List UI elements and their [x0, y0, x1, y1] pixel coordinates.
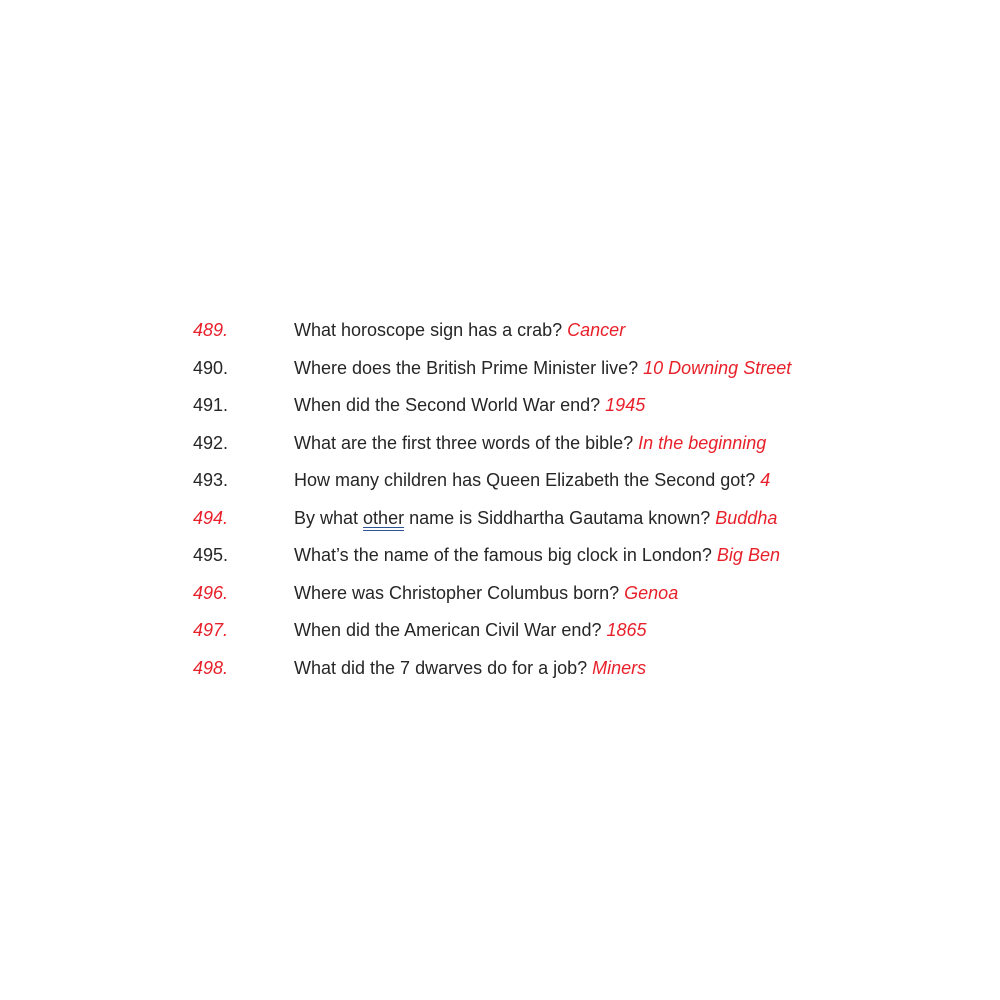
answer-text: Buddha — [715, 507, 778, 528]
question-text: What’s the name of the famous big clock in London? — [294, 545, 712, 566]
question-text: How many children has Queen Elizabeth the Second got? — [294, 470, 756, 491]
question-text: What horoscope sign has a crab? — [294, 320, 563, 341]
answer-text: 1945 — [605, 395, 646, 416]
item-number: 489. — [193, 320, 229, 341]
item-number: 493. — [193, 470, 229, 491]
answer-text: Genoa — [624, 582, 679, 603]
item-number: 492. — [193, 432, 229, 453]
list-item — [193, 387, 913, 425]
item-number: 490. — [193, 357, 229, 378]
answer-text: 10 Downing Street — [643, 357, 792, 378]
answer-text: 1865 — [606, 620, 647, 641]
question-text: When did the American Civil War end? — [294, 620, 602, 641]
question-text: Where does the British Prime Minister live? — [294, 357, 639, 378]
list-item — [193, 350, 913, 388]
list-item — [193, 612, 913, 650]
list-item — [193, 500, 913, 538]
question-text-start: By what — [294, 507, 359, 528]
item-number: 491. — [193, 395, 229, 416]
list-item — [193, 312, 913, 350]
answer-text: In the beginning — [638, 432, 767, 453]
list-item — [193, 425, 913, 463]
list-item — [193, 575, 913, 613]
list-item — [193, 650, 913, 688]
item-number: 498. — [193, 657, 229, 678]
question-text-end: name is Siddhartha Gautama known? — [409, 507, 711, 528]
list-item — [193, 537, 913, 575]
answer-text: 4 — [760, 470, 771, 491]
question-text: What are the first three words of the bible? — [294, 432, 634, 453]
answer-text: Big Ben — [716, 545, 780, 566]
item-number: 494. — [193, 507, 229, 528]
answer-text: Cancer — [567, 320, 626, 341]
quiz-question-list — [193, 312, 913, 687]
item-number: 497. — [193, 620, 229, 641]
question-text: What did the 7 dwarves do for a job? — [294, 657, 588, 678]
question-text — [294, 508, 710, 529]
spellcheck-underlined-word[interactable]: other — [363, 507, 405, 528]
item-number: 496. — [193, 582, 229, 603]
answer-text: Miners — [592, 657, 647, 678]
question-text: When did the Second World War end? — [294, 395, 601, 416]
item-number: 495. — [193, 545, 229, 566]
list-item — [193, 462, 913, 500]
question-text: Where was Christopher Columbus born? — [294, 582, 620, 603]
